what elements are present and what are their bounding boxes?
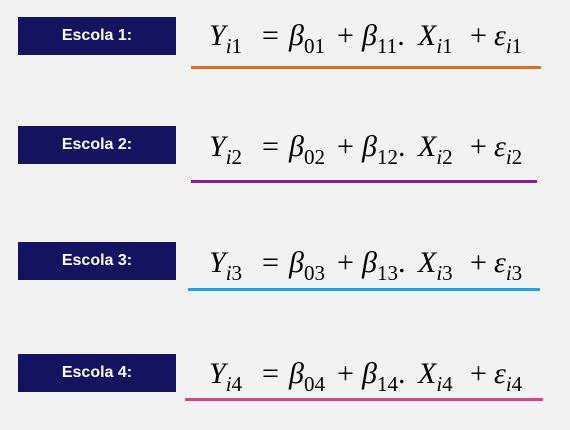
svg-text:Yi2 = β02 +: $Y_i2$ = $\beta_{02}$ + $\beta_{12}$. $X_i2$ + $\varepsilon_i2$	[209, 130, 523, 169]
equation-underline	[191, 180, 537, 183]
equation-underline	[188, 288, 540, 291]
school-label-badge: Escola 3:	[18, 242, 176, 280]
regression-equation	[0, 0, 570, 100]
regression-equation	[0, 108, 570, 208]
svg-text:Yi3 = β03 +: $Y_i3$ = $\beta_{03}$ + $\beta_{13}$. $X_i3$ + $\varepsilon_i3$	[209, 246, 523, 285]
school-label-badge: Escola 4:	[18, 354, 176, 392]
equation-underline	[191, 66, 541, 69]
equation-underline	[185, 398, 543, 401]
eq-y: Y	[209, 19, 226, 52]
equation-row-3	[0, 222, 570, 322]
equation-row-2	[0, 108, 570, 208]
svg-text:Yi1 = β01 +: $Y_i1$ = $\beta_{01}$ + $\beta_{11}$. $X_i1$ + $\varepsilon_i1$	[209, 19, 523, 58]
school-label-badge: Escola 2:	[18, 126, 176, 164]
regression-equation	[0, 222, 570, 322]
regression-equation	[0, 330, 570, 430]
school-label-badge: Escola 1:	[18, 17, 176, 55]
equation-row-1	[0, 0, 570, 100]
svg-text:Yi4 = β04 +: $Y_i4$ = $\beta_{04}$ + $\beta_{14}$. $X_i4$ + $\varepsilon_i4$	[209, 357, 523, 396]
equation-row-4	[0, 330, 570, 430]
